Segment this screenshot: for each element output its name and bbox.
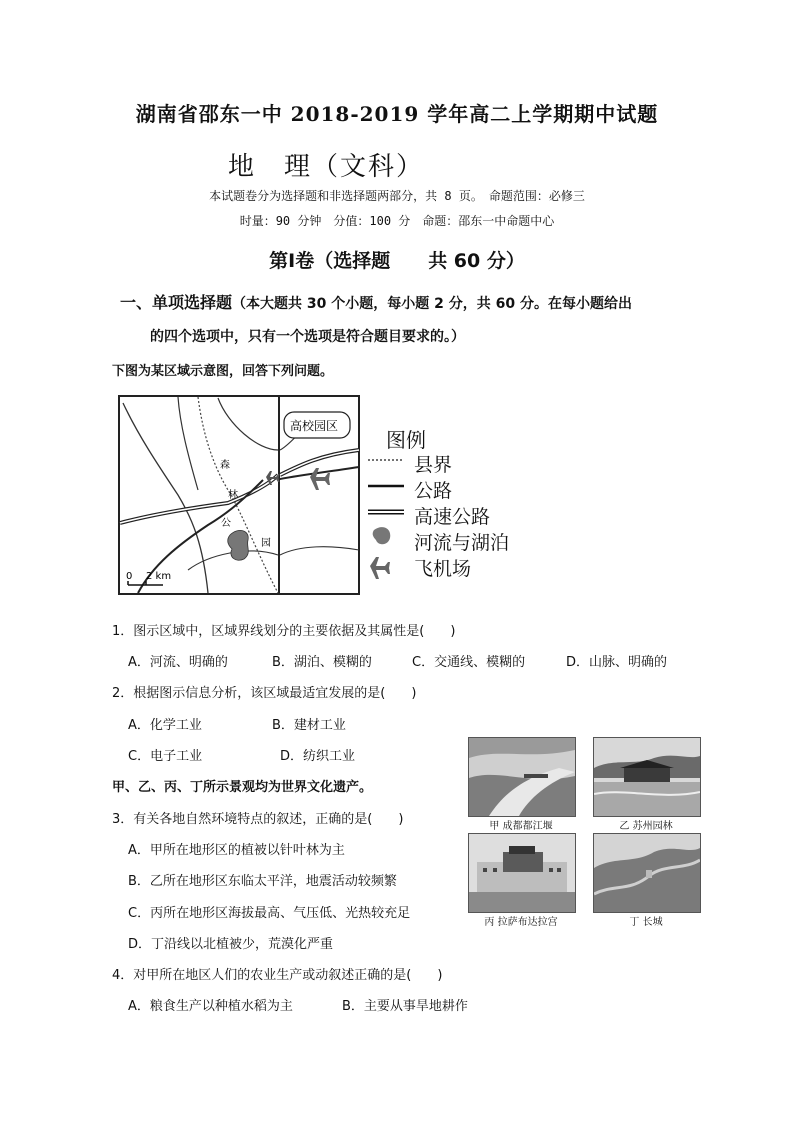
- exam-info-line-2: 时量：90 分钟 分值：100 分 命题：邵东一中命题中心: [239, 214, 555, 228]
- exam-title: 湖南省邵东一中 2018-2019 学年高二上学期期中试题: [135, 102, 659, 126]
- q4-option-a: A．粮食生产以种植水稻为主: [128, 999, 293, 1014]
- q2-option-c: C．电子工业: [128, 749, 203, 764]
- q3-option-d: D．丁沿线以北植被少，荒漠化严重: [128, 937, 334, 952]
- legend-airport-icon: [370, 557, 390, 579]
- question-1-stem: 1．图示区域中，区域界线划分的主要依据及其属性是( ): [112, 624, 456, 639]
- q1-option-d: D．山脉、明确的: [566, 655, 668, 670]
- legend-item-airport: 飞机场: [414, 558, 472, 580]
- forest-label-2: 林: [228, 490, 238, 501]
- section-heading-label: 一、单项选择题: [120, 293, 233, 312]
- q4-option-b: B．主要从事旱地耕作: [342, 999, 468, 1014]
- forest-label-1: 森: [220, 460, 230, 471]
- legend-symbols: [368, 450, 408, 590]
- section-note-1: （本大题共 30 个小题，每小题 2 分，共 60 分。在每小题给出: [232, 296, 632, 312]
- exam-info-line-1: 本试题卷分为选择题和非选择题两部分，共 8 页。 命题范围：必修三: [209, 189, 585, 203]
- photo-intro: 甲、乙、丙、丁所示景观均为世界文化遗产。: [112, 780, 373, 795]
- section-heading: [120, 290, 632, 313]
- question-2-stem: 2．根据图示信息分析，该区域最适宜发展的是( ): [112, 686, 417, 701]
- photo-caption-jia: 甲 成都都江堰: [489, 821, 553, 832]
- q2-option-a: A．化学工业: [128, 718, 202, 733]
- photo-caption-bing: 丙 拉萨布达拉宫: [484, 917, 558, 928]
- region-map: [118, 395, 280, 595]
- q1-option-b: B．湖泊、模糊的: [272, 655, 372, 670]
- great-wall-photo: [593, 833, 701, 913]
- question-3-stem: 3．有关各地自然环境特点的叙述，正确的是( ): [112, 812, 404, 827]
- q3-option-a: A．甲所在地形区的植被以针叶林为主: [128, 843, 345, 858]
- legend-lake-symbol: [373, 527, 391, 544]
- legend-item-water: 河流与湖泊: [414, 532, 510, 554]
- garden-pavilion-photo: [593, 737, 701, 817]
- campus-label: 高校园区: [290, 419, 339, 433]
- heritage-photos: [468, 737, 700, 928]
- palace-photo: [468, 833, 576, 913]
- map-intro: 下图为某区域示意图，回答下列问题。: [112, 364, 334, 379]
- legend-item-highway: 高速公路: [414, 506, 491, 528]
- q1-option-a: A．河流、明确的: [128, 655, 228, 670]
- question-4-stem: 4．对甲所在地区人们的农业生产或动叙述正确的是( ): [112, 968, 443, 983]
- q2-option-d: D．纺织工业: [280, 749, 356, 764]
- forest-label-3: 公: [221, 518, 231, 529]
- q2-option-b: B．建材工业: [272, 718, 346, 733]
- river-dam-photo: [468, 737, 576, 817]
- q3-option-b: B．乙所在地形区东临太平洋，地震活动较频繁: [128, 874, 397, 889]
- scale-zero: 0: [126, 571, 133, 582]
- map-legend: [290, 424, 530, 594]
- subject-title: 地 理（文科）: [228, 152, 425, 182]
- section-note-2: 的四个选项中，只有一个选项是符合题目要求的。）: [150, 329, 465, 345]
- part-title: 第Ⅰ卷（选择题 共 60 分）: [269, 250, 525, 272]
- photo-caption-yi: 乙 苏州园林: [619, 821, 673, 832]
- legend-item-road: 公路: [414, 480, 453, 502]
- legend-item-border: 县界: [414, 454, 453, 476]
- photo-caption-ding: 丁 长城: [629, 917, 663, 928]
- scale-label: 2 km: [146, 571, 172, 582]
- forest-label-4: 园: [261, 538, 271, 549]
- legend-title: 图例: [386, 428, 426, 452]
- lake-shape: [228, 530, 248, 560]
- q1-option-c: C．交通线、模糊的: [412, 655, 526, 670]
- q3-option-c: C．丙所在地形区海拔最高、气压低、光热较充足: [128, 906, 411, 921]
